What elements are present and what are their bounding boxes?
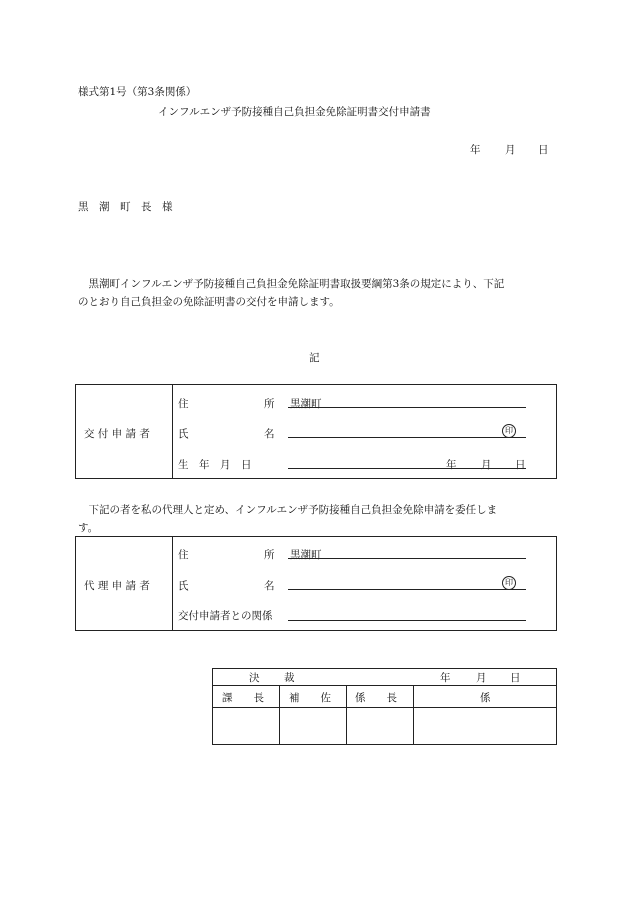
- applicant-birth-day: 日: [515, 459, 526, 471]
- applicant-header: 交 付 申 請 者: [84, 428, 150, 440]
- agent-name-underline[interactable]: [288, 589, 526, 590]
- applicant-address-value[interactable]: 黒潮町: [290, 398, 322, 410]
- applicant-address-underline: [288, 407, 526, 408]
- agent-address-value[interactable]: 黒潮町: [290, 549, 322, 561]
- agent-address-underline: [288, 558, 526, 559]
- date-year: 年: [470, 144, 481, 156]
- applicant-address-label-b: 所: [264, 398, 275, 410]
- kessai-label-b: 裁: [284, 672, 295, 684]
- applicant-birth-year: 年: [446, 459, 457, 471]
- applicant-seal-icon: 印: [502, 424, 516, 438]
- approval-date-day: 日: [510, 672, 521, 684]
- agent-header: 代 理 申 請 者: [84, 580, 150, 592]
- approval-date-year: 年: [440, 672, 451, 684]
- agent-address-label-b: 所: [264, 549, 275, 561]
- stamp-cell-hosa[interactable]: [280, 708, 346, 744]
- approval-col-kakari: 係: [480, 692, 491, 704]
- ki-label: 記: [309, 352, 320, 364]
- applicant-birth-month: 月: [481, 459, 492, 471]
- agent-seal-icon: 印: [502, 576, 516, 590]
- stamp-cell-kakaricho[interactable]: [347, 708, 413, 744]
- delegation-line2: す。: [78, 522, 99, 534]
- approval-col-kakaricho: 係 長: [355, 692, 397, 704]
- date-day: 日: [538, 144, 549, 156]
- stamp-cell-kacho[interactable]: [213, 708, 279, 744]
- applicant-name-underline[interactable]: [288, 437, 526, 438]
- approval-date-month: 月: [476, 672, 487, 684]
- agent-name-label-a: 氏: [178, 580, 189, 592]
- agent-relation-underline[interactable]: [288, 620, 526, 621]
- body-paragraph-line2: のとおり自己負担金の免除証明書の交付を申請します。: [78, 296, 340, 308]
- stamp-cell-kakari[interactable]: [414, 708, 556, 744]
- agent-address-label-a: 住: [178, 549, 189, 561]
- form-number: 様式第1号（第3条関係）: [78, 86, 197, 98]
- form-title: インフルエンザ予防接種自己負担金免除証明書交付申請書: [158, 106, 431, 118]
- approval-col-hosa: 補 佐: [289, 692, 331, 704]
- addressee: 黒 潮 町 長 様: [78, 201, 173, 213]
- date-month: 月: [505, 144, 516, 156]
- approval-col-kacho: 課 長: [222, 692, 264, 704]
- applicant-name-label-b: 名: [264, 428, 275, 440]
- agent-relation-label: 交付申請者との関係: [178, 610, 273, 622]
- applicant-name-label-a: 氏: [178, 428, 189, 440]
- applicant-address-label-a: 住: [178, 398, 189, 410]
- body-paragraph-line1: 黒潮町インフルエンザ予防接種自己負担金免除証明書取扱要綱第3条の規定により、下記: [78, 278, 505, 290]
- delegation-line1: 下記の者を私の代理人と定め、インフルエンザ予防接種自己負担金免除申請を委任しま: [78, 504, 498, 516]
- agent-name-label-b: 名: [264, 580, 275, 592]
- applicant-birth-label: 生 年 月 日: [178, 459, 252, 471]
- kessai-label-a: 決: [249, 672, 260, 684]
- applicant-birth-underline[interactable]: [288, 468, 526, 469]
